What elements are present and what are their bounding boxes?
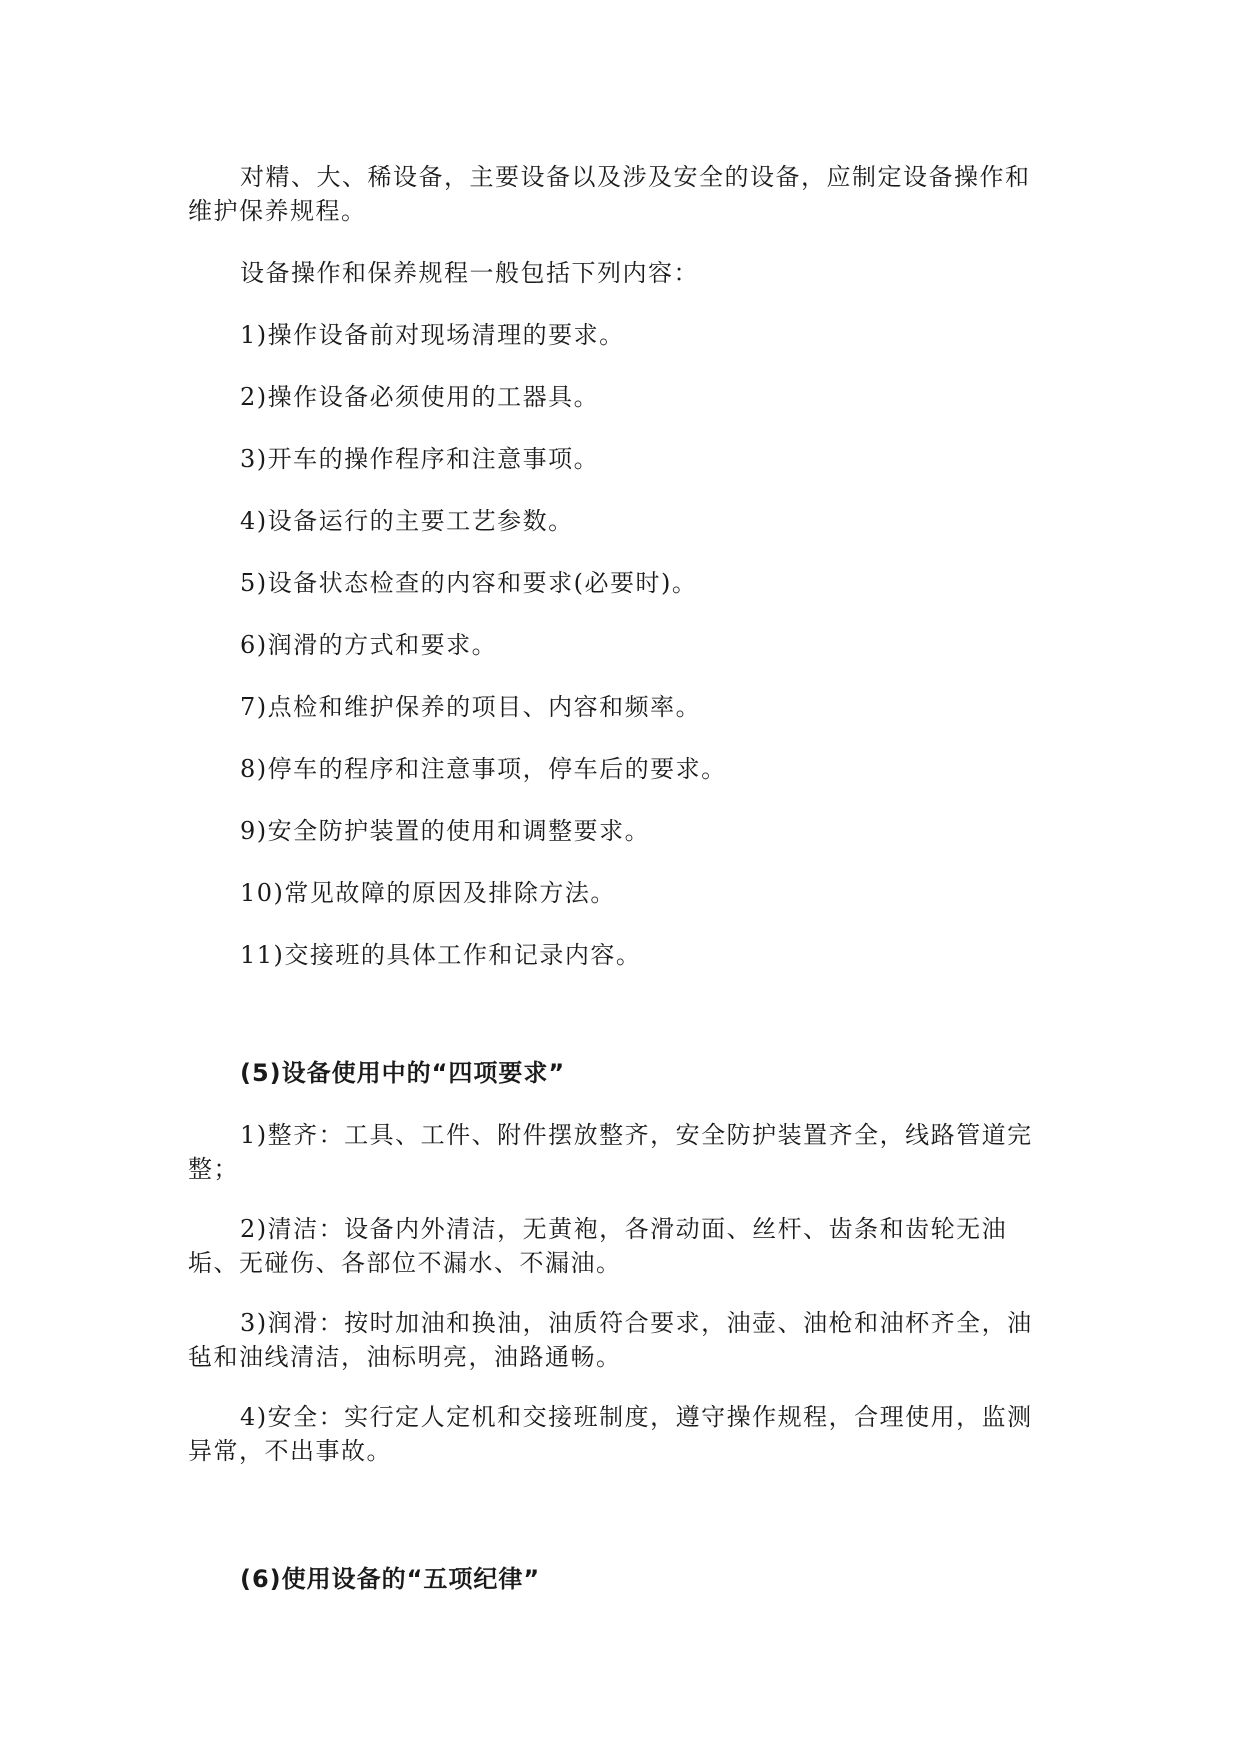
section-5-item-1: 1)整齐：工具、工件、附件摆放整齐，安全防护装置齐全，线路管道完整； <box>188 1121 1033 1183</box>
section-5-item-2: 2)清洁：设备内外清洁，无黄袍，各滑动面、丝杆、齿条和齿轮无油垢、无碰伤、各部位不漏水、不漏油。 <box>188 1215 1008 1277</box>
intro-paragraph: 对精、大、稀设备，主要设备以及涉及安全的设备，应制定设备操作和维护保养规程。 <box>188 163 1031 225</box>
procedure-item-4: 4)设备运行的主要工艺参数。 <box>240 507 574 535</box>
procedure-item-11: 11)交接班的具体工作和记录内容。 <box>240 941 642 969</box>
procedure-item-5: 5)设备状态检查的内容和要求(必要时)。 <box>240 569 698 597</box>
section-6-heading: (6)使用设备的“五项纪律” <box>240 1565 541 1593</box>
section-5-item-4: 4)安全：实行定人定机和交接班制度，遵守操作规程，合理使用，监测异常，不出事故。 <box>188 1403 1033 1465</box>
procedure-item-10: 10)常见故障的原因及排除方法。 <box>240 879 616 907</box>
intro-list-lead: 设备操作和保养规程一般包括下列内容： <box>240 259 699 287</box>
procedure-item-9: 9)安全防护装置的使用和调整要求。 <box>240 817 651 845</box>
procedure-item-2: 2)操作设备必须使用的工器具。 <box>240 383 600 411</box>
section-5-item-3: 3)润滑：按时加油和换油，油质符合要求，油壶、油枪和油杯齐全，油毡和油线清洁，油标明亮，油路通畅。 <box>188 1309 1033 1371</box>
section-5-heading: (5)设备使用中的“四项要求” <box>240 1059 566 1087</box>
procedure-item-7: 7)点检和维护保养的项目、内容和频率。 <box>240 693 702 721</box>
procedure-item-6: 6)润滑的方式和要求。 <box>240 631 498 659</box>
procedure-item-8: 8)停车的程序和注意事项，停车后的要求。 <box>240 755 727 783</box>
procedure-item-3: 3)开车的操作程序和注意事项。 <box>240 445 600 473</box>
procedure-item-1: 1)操作设备前对现场清理的要求。 <box>240 321 625 349</box>
